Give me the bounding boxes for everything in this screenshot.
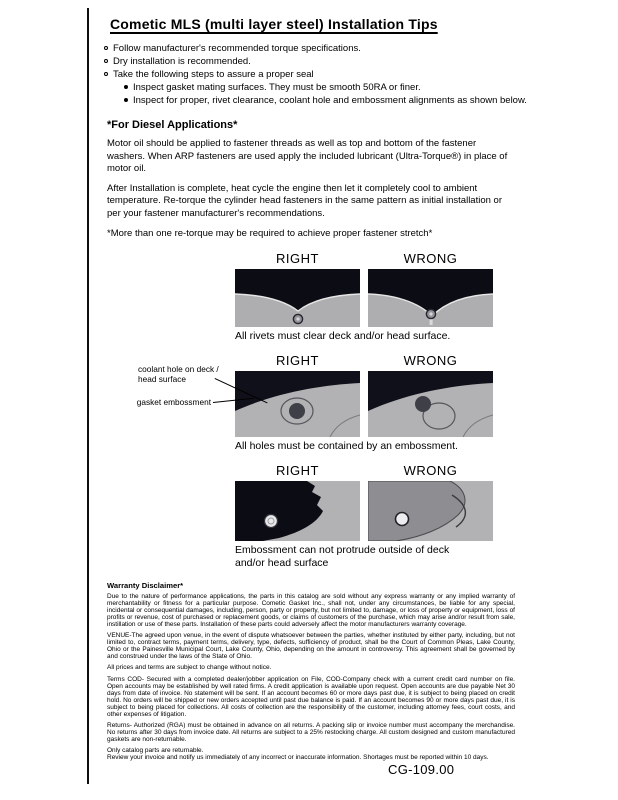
diagram-wrong-column xyxy=(368,251,493,327)
bolt-hole-icon xyxy=(396,512,409,525)
diagram-row-holes xyxy=(136,352,493,453)
diagram-pair xyxy=(235,251,493,327)
page-number: CG-109.00 xyxy=(388,762,455,777)
warranty-paragraph: Due to the nature of performance applications, the parts in this catalog are sold without any express warranty or any implied warranty of merchantability or fitness for a particular purpose. Cometic Gasket Inc., shall not, under any circumstances, be liable for any special, incidental or consequential damages, including, person, party or property, but not limited to, damage, or loss of property or equipment, loss of profits or revenue, cost of purchased or replacement goods, or claims of customers of the purchase, which may arise and/or result from sale, instillation or use of these parts. Installation of these parts could adversely affect the motor manufacturers warranty coverage. xyxy=(107,592,515,628)
diagram-wrong-column xyxy=(368,463,493,541)
diagram-pair xyxy=(235,353,493,437)
embossment-caption: Embossment can not protrude outside of deck and/or head surface xyxy=(235,543,450,569)
diagram-section xyxy=(136,250,493,570)
tip-item xyxy=(104,55,512,68)
diagram-pair xyxy=(235,463,493,541)
diagram-right-column xyxy=(235,251,360,327)
rivets-caption: All rivets must clear deck and/or head surface. xyxy=(235,329,451,342)
holes-right-diagram xyxy=(235,371,360,437)
sub-bullet-icon xyxy=(124,85,128,89)
gasket-embossment-label: gasket embossment xyxy=(136,396,211,407)
warranty-section xyxy=(107,582,515,762)
rivet-right-diagram xyxy=(235,269,360,327)
diagram-row-rivets xyxy=(235,251,493,343)
warranty-paragraph: Terms COD- Secured with a completed dealer/jobber application on File, COD-Company check with a current credit card number on file. Open accounts may be established by well rated firms. A credit application is available upon request. Open accounts are due payable Net 30 days from date of invoice. No statement will be sent. If an account becomes 60 or more days past due, it is subject to being placed on credit hold. No orders will be shipped or new orders accepted until past due balance is paid. If an account becomes 90 or more days past due, it is subject to being placed for collections. All costs of collection are the responsibility of the customer, including attorney fees, court costs, and other expenses of litigation. xyxy=(107,675,515,718)
diagram-right-column xyxy=(235,463,360,541)
right-label: RIGHT xyxy=(276,250,319,266)
holes-caption: All holes must be contained by an embossment. xyxy=(235,439,458,452)
holes-wrong-diagram xyxy=(368,371,493,437)
warranty-paragraph: Review your invoice and notify us immediately of any incorrect or inaccurate information. Shortages must be reported within 10 days. xyxy=(107,754,489,762)
diagram-right-column xyxy=(235,353,360,437)
diagram-row-embossment xyxy=(235,463,493,570)
tip-item xyxy=(104,42,512,55)
warranty-paragraph: Only catalog parts are returnable. xyxy=(107,747,204,755)
tip-text: Take the following steps to assure a proper seal xyxy=(113,69,314,80)
tip-sub-item xyxy=(124,81,512,94)
page-title: Cometic MLS (multi layer steel) Installation Tips xyxy=(110,16,438,32)
wrong-label: WRONG xyxy=(403,352,458,368)
bolt-hole-icon xyxy=(265,514,278,527)
diesel-heading: *For Diesel Applications* xyxy=(107,119,238,131)
sub-bullet-icon xyxy=(124,98,128,102)
tip-text: Inspect for proper, rivet clearance, coolant hole and embossment alignments as shown below. xyxy=(133,95,527,106)
tip-text: Inspect gasket mating surfaces. They must be smooth 50RA or finer. xyxy=(133,82,421,93)
coolant-hole-label: coolant hole on deck / head surface xyxy=(138,363,219,384)
rivet-wrong-diagram xyxy=(368,269,493,327)
left-border-rule xyxy=(87,8,89,784)
warranty-paragraph: VENUE-The agreed upon venue, in the event of dispute whatsoever between the parties, whether instituted by either party, including, but not limited to, contract terms, payment terms, delivery, type, defects, sufficiency of product, shall be the Court of Common Pleas, Lake County, Ohio or the Painesville Municipal Court, Lake County, Ohio, depending on the amount in controversy. This agreement shall be governed by and construed under the laws of the State of Ohio. xyxy=(107,632,515,661)
bullet-icon xyxy=(104,72,108,76)
bullet-icon xyxy=(104,46,108,50)
tip-sub-item xyxy=(124,94,527,107)
tip-text: Dry installation is recommended. xyxy=(113,56,251,67)
warranty-paragraph: All prices and terms are subject to change without notice. xyxy=(107,664,272,672)
diesel-paragraph-2: After Installation is complete, heat cycle the engine then let it completely cool to ambient temperature. Re-torque the cylinder head fasteners in the same pattern as initial installation or per your fastener manufacturer's recommendations. xyxy=(107,182,502,219)
bullet-icon xyxy=(104,59,108,63)
diagram-wrong-column xyxy=(368,353,493,437)
retorque-note: *More than one re-torque may be required to achieve proper fastener stretch* xyxy=(107,228,433,239)
right-label: RIGHT xyxy=(276,462,319,478)
coolant-hole-icon xyxy=(415,396,431,412)
right-label: RIGHT xyxy=(276,352,319,368)
warranty-paragraph: Returns- Authorized (RGA) must be obtained in advance on all returns. A packing slip or invoice number must accompany the merchandise. No returns after 30 days from invoice date. All returns are subject to a 25% restocking charge. All custom designed and custom manufactured gaskets are non-returnable. xyxy=(107,722,515,744)
diesel-paragraph-1: Motor oil should be applied to fastener threads as well as top and bottom of the fastener washers. When ARP fasteners are used apply the included lubricant (Ultra-Torque®) in place of motor oil. xyxy=(107,138,508,174)
wrong-label: WRONG xyxy=(403,250,458,266)
wrong-label: WRONG xyxy=(403,462,458,478)
warranty-heading: Warranty Disclaimer* xyxy=(107,580,184,590)
embossment-wrong-diagram xyxy=(368,481,493,541)
coolant-hole-icon xyxy=(289,403,305,419)
tip-item xyxy=(104,68,512,81)
tip-text: Follow manufacturer's recommended torque specifications. xyxy=(113,43,361,54)
embossment-right-diagram xyxy=(235,481,360,541)
content-column xyxy=(100,14,527,766)
